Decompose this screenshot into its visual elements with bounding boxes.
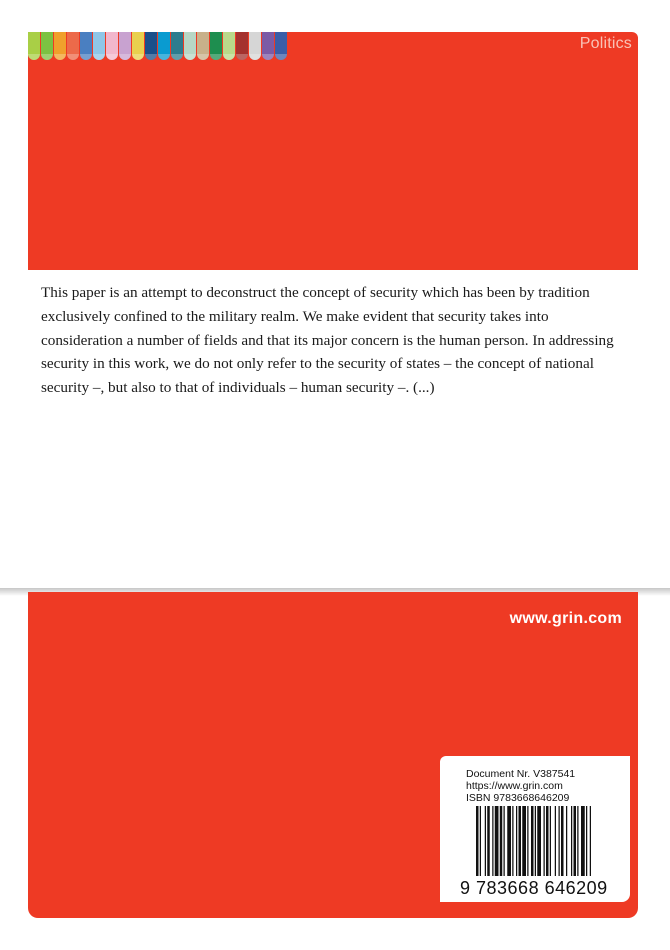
color-tab [41,32,53,60]
color-tab [145,32,157,60]
color-tab [119,32,131,60]
barcode-info-box [440,756,630,902]
color-tab [262,32,274,60]
color-tab-strip [28,32,288,60]
color-tab [236,32,248,60]
publisher-website: www.grin.com [509,610,622,627]
color-tab [28,32,40,60]
color-tab [210,32,222,60]
color-tab [184,32,196,60]
book-blurb: This paper is an attempt to deconstruct the concept of security which has been by tradition exclusively confined to the military realm. We make evident that security takes into consideration a number of fields and that its major concern is the human person. In addressing security in this work, we do not only refer to the security of states – the concept of national security –, but also to that of individuals – human security –. (...) [41,284,614,397]
document-url: https://www.grin.com [466,780,563,792]
color-tab [93,32,105,60]
color-tab [54,32,66,60]
document-number: Document Nr. V387541 [466,768,576,780]
color-tab [67,32,79,60]
color-tab [158,32,170,60]
color-tab [197,32,209,60]
category-label: Politics [579,35,632,52]
barcode-digits: 9 783668 646209 [460,878,608,898]
isbn-barcode [476,806,626,884]
color-tab [275,32,287,60]
color-tab [132,32,144,60]
color-tab [249,32,261,60]
color-tab [171,32,183,60]
bottom-cover-panel [28,592,638,918]
isbn-number: ISBN 9783668646209 [466,792,570,804]
color-tab [80,32,92,60]
top-cover-panel [28,32,638,270]
color-tab [223,32,235,60]
color-tab [106,32,118,60]
